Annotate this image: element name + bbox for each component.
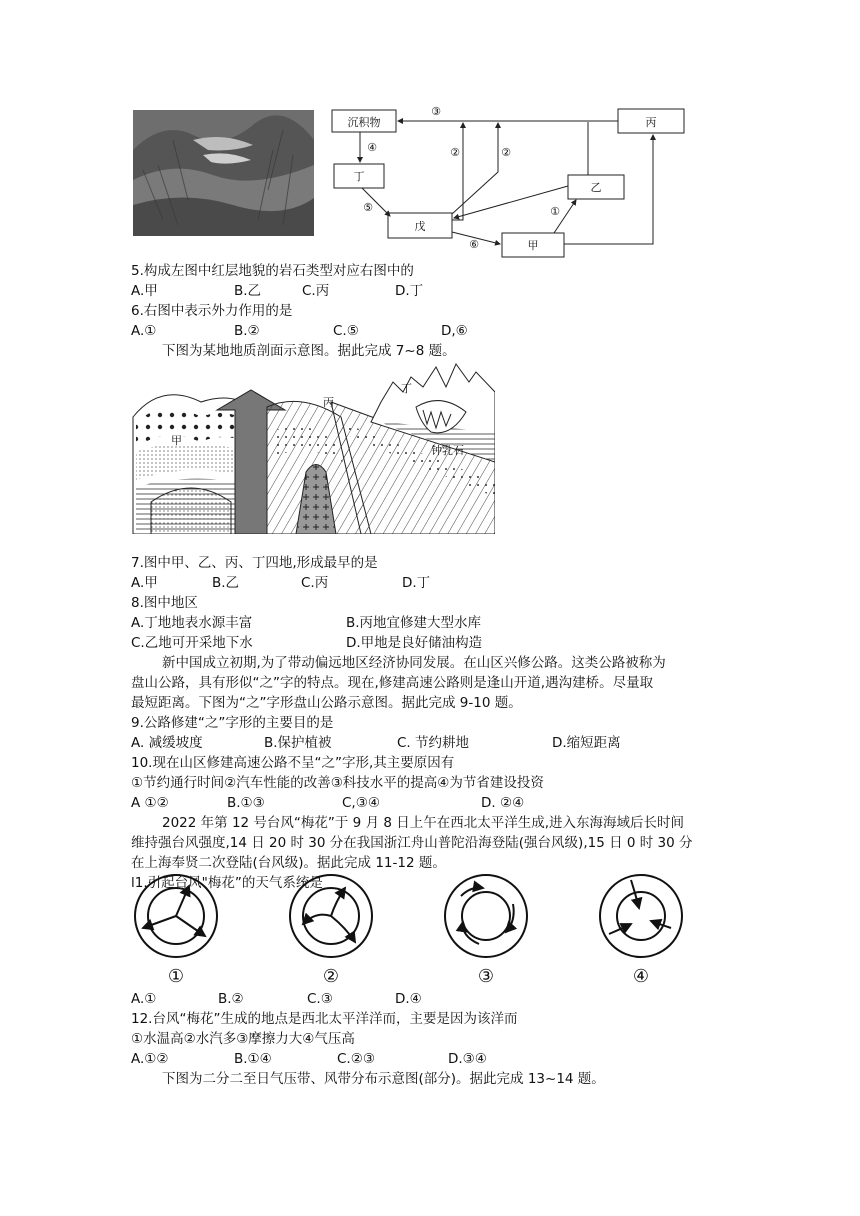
q7-option-a: A.甲 <box>131 575 158 591</box>
intro-9-10-line2: 盘山公路，具有形似“之”字的特点。现在,修建高速公路则是逢山开道,遇沟建桥。尽量取 <box>131 675 654 691</box>
q9-option-b: B.保护植被 <box>264 735 332 751</box>
q5-option-b: B.乙 <box>234 283 262 299</box>
arrow-label: ② <box>501 146 511 159</box>
arrow-label: ④ <box>367 141 377 154</box>
q8-stem: 8.图中地区 <box>131 595 198 611</box>
box-label: 戊 <box>414 220 426 233</box>
q12-option-b: B.①④ <box>234 1051 272 1067</box>
box-label: 沉积物 <box>347 116 381 129</box>
arrow-label: ② <box>450 146 460 159</box>
q7-option-c: C.丙 <box>301 575 329 591</box>
q9-stem: 9.公路修建“之”字形的主要目的是 <box>131 715 334 731</box>
intro-11-12-line1: 2022 年第 12 号台风“梅花”于 9 月 8 日上午在西北太平洋生成,进入东海海域后长时间 <box>162 815 685 831</box>
q5-stem: 5.构成左图中红层地貌的岩石类型对应右图中的 <box>131 263 414 279</box>
geo-label-stalactite: 钟乳石 <box>431 444 464 457</box>
weather-systems-figure <box>131 866 691 994</box>
q7-stem: 7.图中甲、乙、丙、丁四地,形成最早的是 <box>131 555 378 571</box>
q11-stem: l1.引起台风"梅花”的天气系统是 <box>131 875 323 891</box>
q12-option-a: A.①② <box>131 1051 169 1067</box>
q10-option-c: C,③④ <box>342 795 380 811</box>
red-layer-landform-photo <box>133 110 314 236</box>
q8-option-d: D.甲地是良好储油构造 <box>346 635 483 651</box>
arrow-label: ① <box>550 205 560 218</box>
q11-option-a: A.① <box>131 991 157 1007</box>
q9-option-a: A. 减缓坡度 <box>131 735 203 751</box>
figure-label-4: ④ <box>632 966 650 987</box>
q8-option-c: C.乙地可开采地下水 <box>131 635 253 651</box>
q7-option-b: B.乙 <box>212 575 240 591</box>
figure-label-2: ② <box>322 966 340 987</box>
q9-option-d: D.缩短距离 <box>552 735 621 751</box>
arrow-label: ③ <box>431 105 441 118</box>
q10-option-a: A ①② <box>131 795 169 811</box>
q11-option-c: C.③ <box>307 991 333 1007</box>
arrow-label: ⑥ <box>469 238 479 251</box>
intro-13-14: 下图为二分二至日气压带、风带分布示意图(部分)。据此完成 13~14 题。 <box>162 1071 605 1087</box>
box-label: 甲 <box>527 239 539 252</box>
q6-stem: 6.右图中表示外力作用的是 <box>131 303 293 319</box>
geological-section-figure <box>131 362 495 538</box>
q9-option-c: C. 节约耕地 <box>397 735 470 751</box>
figure-label-1: ① <box>167 966 185 987</box>
q5-option-c: C.丙 <box>302 283 330 299</box>
q10-stem: 10.现在山区修建高速公路不呈“之”字形,其主要原因有 <box>131 755 455 771</box>
q12-option-d: D.③④ <box>448 1051 487 1067</box>
q6-option-b: B.② <box>234 323 260 339</box>
intro-9-10-line1: 新中国成立初期,为了带动偏远地区经济协同发展。在山区兴修公路。这类公路被称为 <box>162 655 666 671</box>
q6-option-a: A.① <box>131 323 157 339</box>
geo-label-ding: 丁 <box>401 382 412 395</box>
q6-option-d: D,⑥ <box>441 323 468 339</box>
intro-7-8: 下图为某地地质剖面示意图。据此完成 7~8 题。 <box>162 343 456 359</box>
q11-option-d: D.④ <box>395 991 422 1007</box>
box-label: 丙 <box>645 116 657 129</box>
q10-option-b: B.①③ <box>227 795 265 811</box>
q6-option-c: C.⑤ <box>333 323 359 339</box>
q7-option-d: D.丁 <box>402 575 431 591</box>
geo-label-bing: 丙 <box>323 396 334 409</box>
q12-stem: 12.台风“梅花”生成的地点是西北太平洋洋而，主要是因为该洋而 <box>131 1011 518 1027</box>
q8-option-b: B.丙地宜修建大型水库 <box>346 615 482 631</box>
figure-label-3: ③ <box>477 966 495 987</box>
q5-option-a: A.甲 <box>131 283 158 299</box>
intro-11-12-line3: 在上海奉贤二次登陆(台风级)。据此完成 11-12 题。 <box>131 855 446 871</box>
q10-option-d: D. ②④ <box>481 795 525 811</box>
arrow-label: ⑤ <box>363 201 373 214</box>
q12-option-c: C.②③ <box>337 1051 375 1067</box>
rock-cycle-diagram <box>318 102 688 266</box>
box-label: 丁 <box>353 170 365 183</box>
intro-11-12-line2: 维持强台风强度,14 日 20 时 30 分在我国浙江舟山普陀沿海登陆(强台风级),15 日 0 时 30 分 <box>131 835 693 851</box>
box-label: 乙 <box>590 181 602 194</box>
q12-items: ①水温高②水汽多③摩擦力大④气压高 <box>131 1031 355 1047</box>
q11-option-b: B.② <box>218 991 244 1007</box>
geo-label-jia: 甲 <box>171 434 182 447</box>
intro-9-10-line3: 最短距离。下图为“之”字形盘山公路示意图。据此完成 9-10 题。 <box>131 695 522 711</box>
q8-option-a: A.丁地地表水源丰富 <box>131 615 253 631</box>
q10-items: ①节约通行时间②汽车性能的改善③科技水平的提高④为节省建设投资 <box>131 775 544 791</box>
q5-option-d: D.丁 <box>395 283 424 299</box>
